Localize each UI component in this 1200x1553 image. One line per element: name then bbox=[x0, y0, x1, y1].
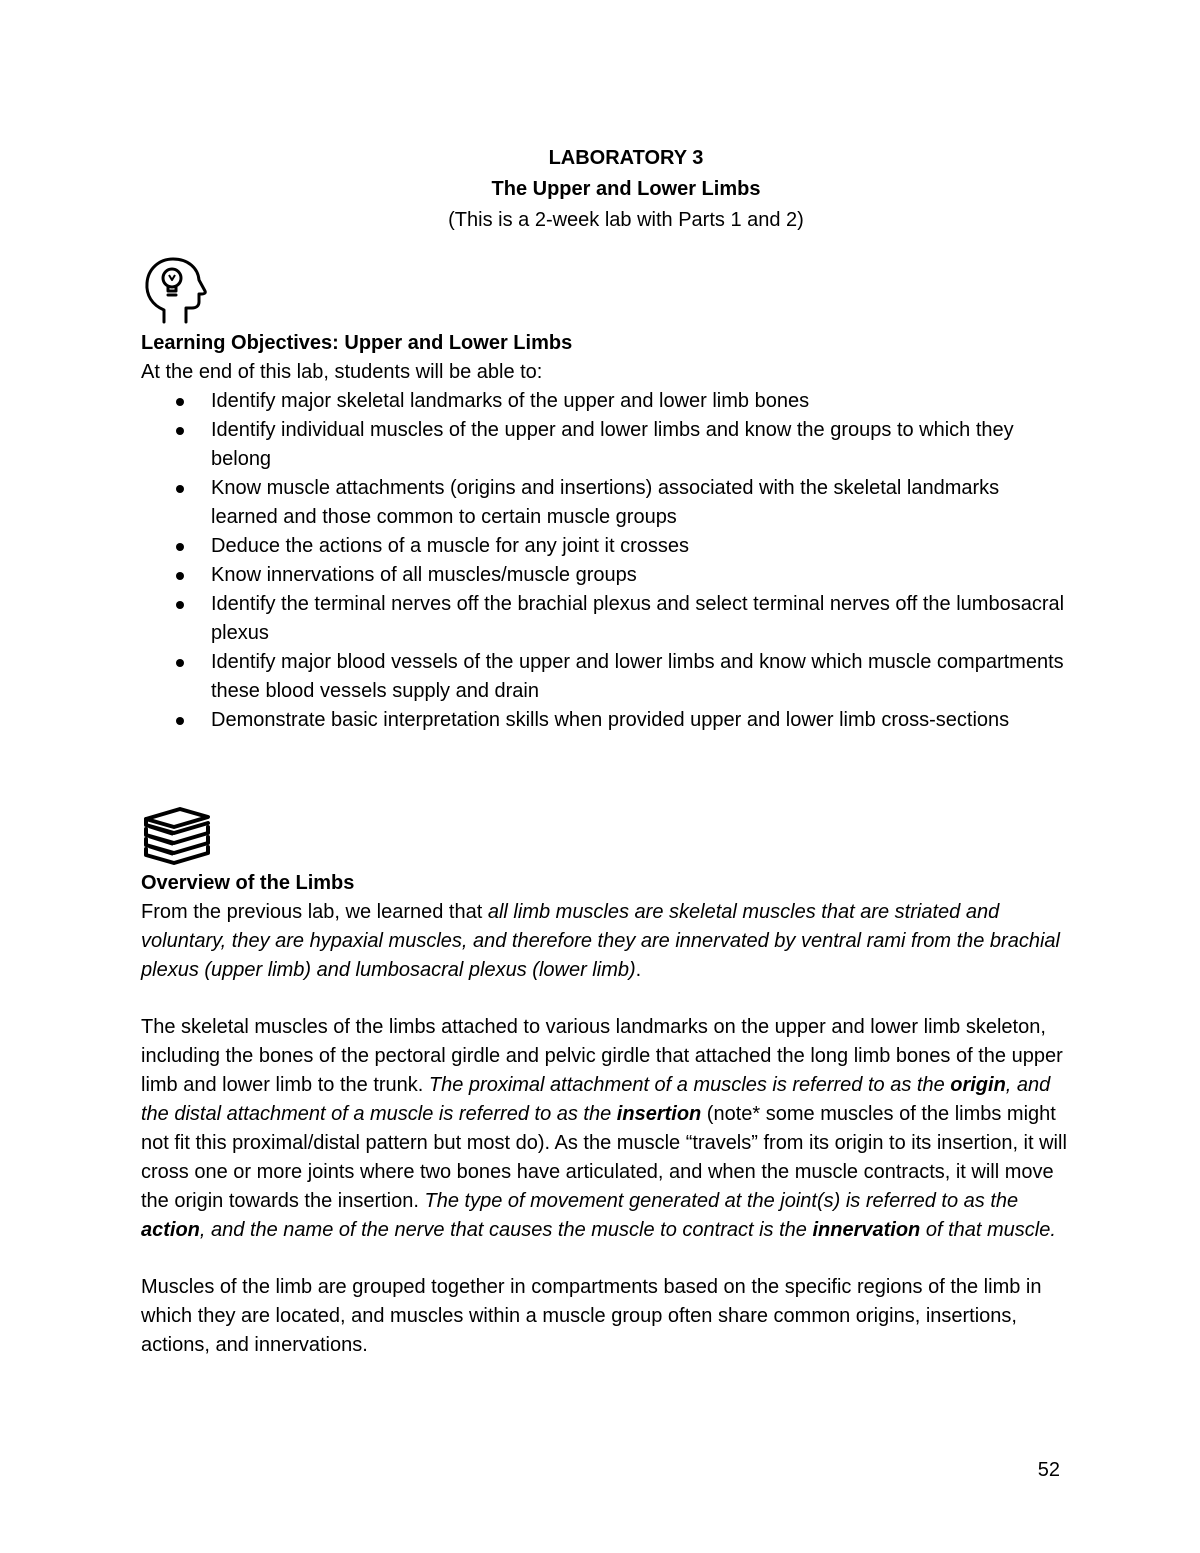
list-item: Know muscle attachments (origins and insertions) associated with the skeletal landmarks learned and those common to certain muscle groups bbox=[141, 474, 1071, 532]
objectives-heading: Learning Objectives: Upper and Lower Limbs bbox=[141, 332, 573, 354]
overview-paragraph-1: From the previous lab, we learned that all limb muscles are skeletal muscles that are striated and voluntary, they are hypaxial muscles, and therefore they are innervated by ventral rami from the brachial plexus (upper limb) and lumbosacral plexus (lower limb). bbox=[141, 901, 1060, 981]
overview-paragraph-3: Muscles of the limb are grouped together in compartments based on the specific regions of the limb in which they are located, and muscles within a muscle group often share common origins, insertions, actions, and innervations. bbox=[141, 1276, 1042, 1356]
bullet-icon bbox=[176, 485, 184, 493]
overview-heading: Overview of the Limbs bbox=[141, 872, 355, 894]
term-innervation: innervation bbox=[812, 1219, 921, 1241]
overview-paragraph-2: The skeletal muscles of the limbs attached to various landmarks on the upper and lower limb skeleton, including the bones of the pectoral girdle and pelvic girdle that attached the long limb bones of the upper limb and lower limb to the trunk. The proximal attachment of a muscles is referred to as the origin, and the distal attachment of a muscle is referred to as the insertion (note* some muscles of the limbs might not fit this proximal/distal pattern but most do). As the muscle “travels” from its origin to its insertion, it will cross one or more joints where two bones have articulated, and when the muscle contracts, it will move the origin towards the insertion. The type of movement generated at the joint(s) is referred to as the action, and the name of the nerve that causes the muscle to contract is the innervation of that muscle. bbox=[141, 1016, 1067, 1241]
bullet-icon bbox=[176, 427, 184, 435]
bullet-icon bbox=[176, 572, 184, 580]
bullet-icon bbox=[176, 659, 184, 667]
list-item: Identify major skeletal landmarks of the upper and lower limb bones bbox=[141, 387, 1071, 416]
lab-subtitle: (This is a 2-week lab with Parts 1 and 2) bbox=[448, 209, 804, 231]
term-action: action bbox=[141, 1219, 200, 1241]
bullet-icon bbox=[176, 543, 184, 551]
list-item: Know innervations of all muscles/muscle groups bbox=[141, 561, 1071, 590]
term-origin: origin bbox=[950, 1074, 1006, 1096]
objectives-intro: At the end of this lab, students will be able to: bbox=[141, 361, 543, 383]
stacked-books-icon bbox=[140, 805, 214, 865]
learning-objectives-section bbox=[141, 329, 1071, 735]
bullet-icon bbox=[176, 601, 184, 609]
list-item: Demonstrate basic interpretation skills when provided upper and lower limb cross-sections bbox=[141, 706, 1071, 735]
lab-header bbox=[0, 143, 1200, 236]
bullet-icon bbox=[176, 717, 184, 725]
lab-number: LABORATORY 3 bbox=[548, 147, 704, 169]
list-item: Identify individual muscles of the upper and lower limbs and know the groups to which they belong bbox=[141, 416, 1071, 474]
lab-title: The Upper and Lower Limbs bbox=[491, 178, 761, 200]
list-item: Deduce the actions of a muscle for any joint it crosses bbox=[141, 532, 1071, 561]
objectives-list bbox=[141, 387, 1071, 735]
list-item: Identify the terminal nerves off the brachial plexus and select terminal nerves off the lumbosacral plexus bbox=[141, 590, 1071, 648]
page-number: 52 bbox=[1037, 1459, 1060, 1481]
list-item: Identify major blood vessels of the upper and lower limbs and know which muscle compartments these blood vessels supply and drain bbox=[141, 648, 1071, 706]
overview-section bbox=[141, 869, 1071, 1360]
term-insertion: insertion bbox=[616, 1103, 702, 1125]
lightbulb-head-icon bbox=[142, 256, 208, 324]
bullet-icon bbox=[176, 398, 184, 406]
